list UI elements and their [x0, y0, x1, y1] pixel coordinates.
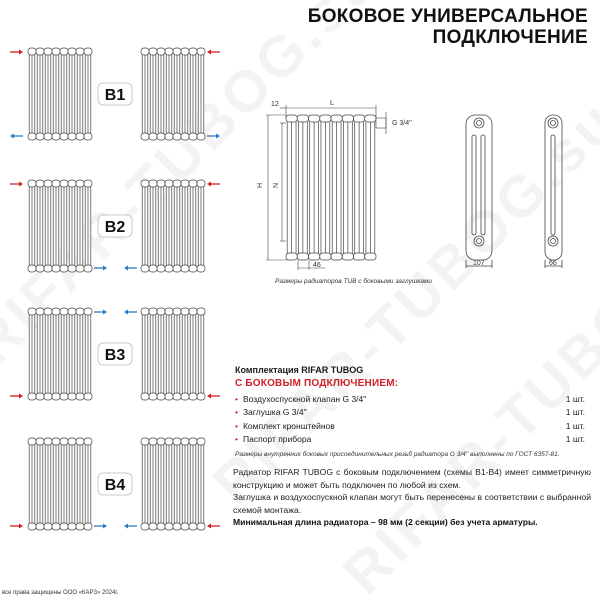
kit-item: [235, 433, 585, 447]
bullet-icon: •: [235, 420, 238, 431]
svg-text:B2: B2: [104, 219, 126, 236]
radiator-left: [28, 308, 92, 400]
scheme-b4: [10, 438, 220, 530]
return-arrow-icon: [124, 524, 137, 529]
radiator-right: [141, 48, 205, 140]
dim-L: L: [330, 100, 334, 107]
kit-item: [235, 392, 585, 406]
kit-item-name: Воздухоспускной клапан G 3/4'': [242, 393, 367, 404]
dim-H: H: [257, 182, 264, 188]
description-p3: Минимальная длина радиатора – 98 мм (2 секции) без учета арматуры.: [233, 517, 538, 528]
svg-text:B1: B1: [104, 87, 126, 104]
kit-item-name: Комплект кронштейнов: [242, 420, 335, 431]
supply-arrow-icon: [10, 524, 23, 529]
kit-item: [235, 419, 585, 433]
kit-title: Комплектация RIFAR TUBOG: [235, 365, 364, 375]
radiator-right: [141, 308, 205, 400]
return-arrow-icon: [94, 524, 107, 529]
dim-thread: G 3/4'': [392, 120, 412, 127]
kit-section: [235, 365, 585, 458]
return-arrow-icon: [124, 310, 137, 315]
return-arrow-icon: [94, 266, 107, 271]
return-arrow-icon: [10, 134, 23, 139]
page-title: [308, 6, 588, 48]
kit-item-qty: 1 шт.: [565, 407, 585, 418]
supply-arrow-icon: [10, 394, 23, 399]
scheme-b1: [10, 48, 220, 140]
kit-subtitle: С БОКОВЫМ ПОДКЛЮЧЕНИЕМ:: [235, 378, 399, 389]
radiator-right: [141, 180, 205, 272]
page-title-line1: БОКОВОЕ УНИВЕРСАЛЬНОЕ: [307, 6, 588, 27]
description: [233, 466, 591, 529]
radiator-left: [28, 180, 92, 272]
drawing-caption: Размеры радиаторов TUB с боковыми заглушками: [275, 278, 433, 285]
scheme-label: [98, 343, 132, 365]
dim-107: 107: [473, 260, 485, 267]
scheme-label: [98, 83, 132, 105]
radiator-left: [28, 48, 92, 140]
supply-arrow-icon: [10, 50, 23, 55]
side-view-2-column: [545, 115, 562, 268]
return-arrow-icon: [207, 134, 220, 139]
supply-arrow-icon: [10, 182, 23, 187]
description-p2: Заглушка и воздухоспускной клапан могут быть перенесены в соответствии с выбранной схемой монтажа.: [233, 492, 591, 515]
radiator-right: [141, 438, 205, 530]
kit-item-qty: 1 шт.: [565, 420, 585, 431]
radiator-front-view: [266, 105, 386, 270]
dim-N: N: [273, 182, 280, 188]
svg-text:B4: B4: [104, 477, 126, 494]
description-p1: Радиатор RIFAR TUBOG с боковым подключением (схемы B1-B4) имеет симметричную конструкцию и может быть подключен по любой из схем.: [233, 467, 591, 490]
radiator-left: [28, 438, 92, 530]
side-view-3-column: [466, 115, 492, 268]
return-arrow-icon: [94, 310, 107, 315]
supply-arrow-icon: [207, 50, 220, 55]
kit-note: Размеры внутренних боковых присоединительных резьб радиатора G 3/4'' выполнены по ГОСТ 6357-81.: [235, 451, 560, 458]
scheme-label: [98, 473, 132, 495]
kit-item-qty: 1 шт.: [565, 434, 585, 445]
technical-drawing: [250, 90, 600, 280]
return-arrow-icon: [124, 266, 137, 271]
connection-schemes: [0, 0, 232, 560]
scheme-b3: [10, 308, 220, 400]
radiator-front: [286, 115, 376, 260]
supply-arrow-icon: [207, 182, 220, 187]
bullet-icon: •: [235, 393, 238, 404]
scheme-b2: [10, 180, 220, 272]
kit-item-name: Паспорт прибора: [242, 434, 312, 445]
dim-46: 46: [313, 262, 321, 269]
bullet-icon: •: [235, 434, 238, 445]
dim-66: 66: [549, 260, 557, 267]
kit-item-name: Заглушка G 3/4'': [242, 407, 307, 418]
scheme-label: [98, 215, 132, 237]
bullet-icon: •: [235, 407, 238, 418]
copyright: все права защищены ООО «КАРЗ» 2024г.: [2, 590, 119, 596]
kit-item-qty: 1 шт.: [565, 393, 585, 404]
kit-item: [235, 406, 585, 420]
supply-arrow-icon: [207, 394, 220, 399]
svg-text:B3: B3: [104, 347, 126, 364]
dim-12: 12: [271, 101, 279, 108]
supply-arrow-icon: [207, 524, 220, 529]
page-title-line2: ПОДКЛЮЧЕНИЕ: [432, 27, 588, 48]
